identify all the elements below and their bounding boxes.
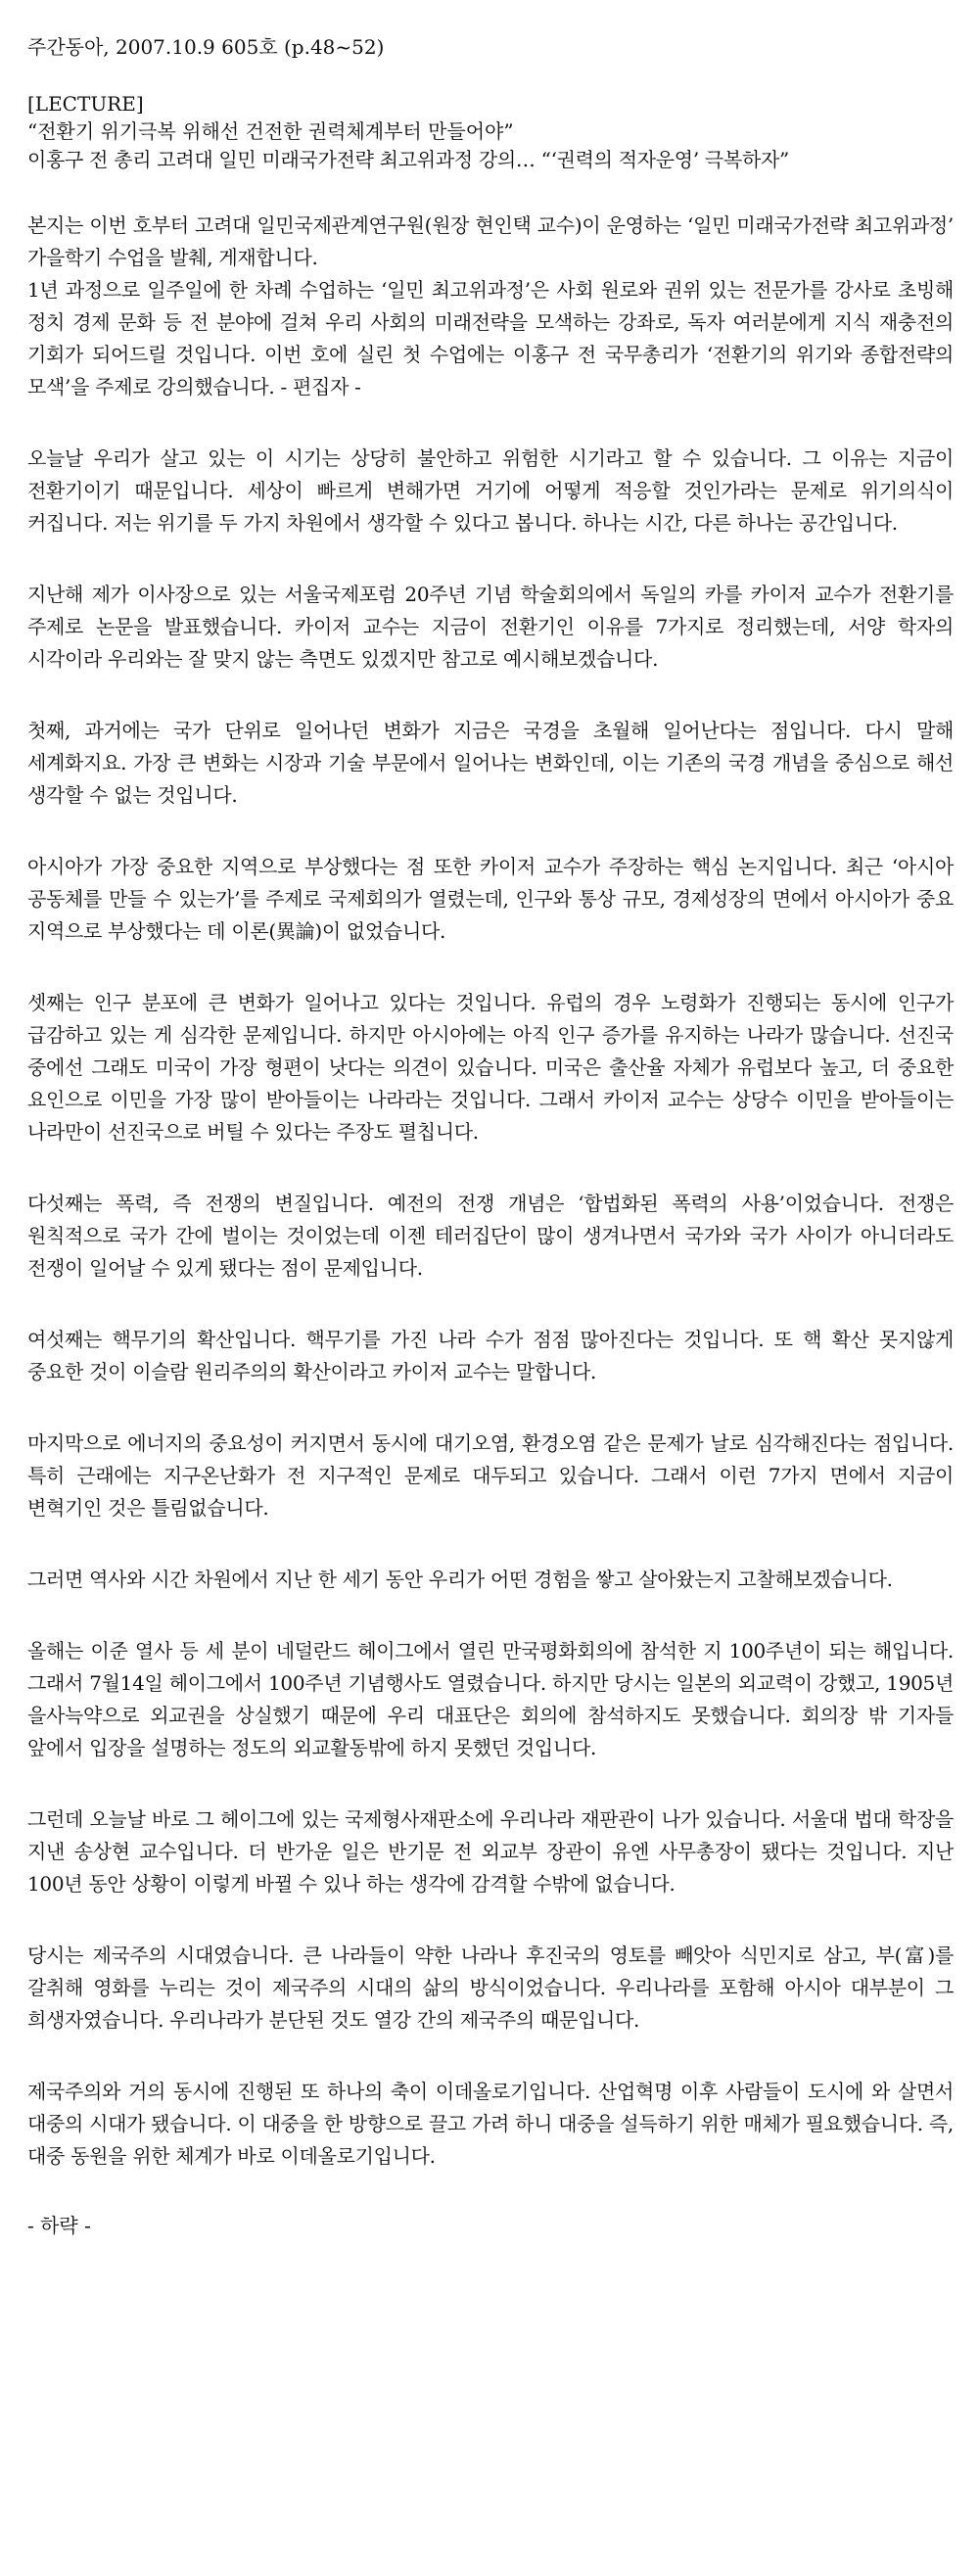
spacer <box>27 1900 954 1940</box>
body-paragraph: 다섯째는 폭력, 즉 전쟁의 변질입니다. 예전의 전쟁 개념은 ‘합법화된 폭력의 사용’이었습니다. 전쟁은 원칙적으로 국가 간에 벌이는 것이었는데 이젠 테러집단이 많이 생겨나면서 국가와 국가 사이가 아니더라도 전쟁이 일어날 수 있게 됐다는 점이 문제입니다. <box>27 1192 954 1280</box>
spacer <box>27 61 954 90</box>
intro-paragraph: 1년 과정으로 일주일에 한 차례 수업하는 ‘일민 최고위과정’은 사회 원로와 권위 있는 전문가를 강사로 초빙해 정치 경제 문화 등 전 분야에 걸쳐 우리 사회의 미래전략을 모색하는 강좌로, 독자 여러분에게 지식 재충전의 기회가 되어드릴 것입니다. 이번 호에 실린 첫 수업에는 이홍구 전 국무총리가 ‘전환기의 위기와 종합전략의 모색’을 주제로 강의했습니다. - 편집자 - <box>27 278 954 398</box>
body-paragraph: 그런데 오늘날 바로 그 헤이그에 있는 국제형사재판소에 우리나라 재판관이 나가 있습니다. 서울대 법대 학장을 지낸 송상현 교수입니다. 더 반가운 일은 반기문 전 외교부 장관이 유엔 사무총장이 됐다는 것입니다. 지난 100년 동안 상황이 이렇게 바뀔 수 있나 하는 생각에 감격할 수밖에 없습니다. <box>27 1807 954 1896</box>
body-paragraph: 지난해 제가 이사장으로 있는 서울국제포럼 20주년 기념 학술회의에서 독일의 카를 카이저 교수가 전환기를 주제로 논문을 발표했습니다. 카이저 교수는 지금이 전환기인 이유를 7가지로 정리했는데, 서양 학자의 시각이라 우리와는 잘 맞지 않는 측면도 있겠지만 참고로 예시해보겠습니다. <box>27 583 954 671</box>
body-paragraph: 첫째, 과거에는 국가 단위로 일어나던 변화가 지금은 국경을 초월해 일어난다는 점입니다. 다시 말해 세계화지요. 가장 큰 변화는 시장과 기술 부문에서 일어나는 변화인데, 이는 기존의 국경 개념을 중심으로 해선 생각할 수 없는 것입니다. <box>27 719 954 807</box>
body-paragraph: 당시는 제국주의 시대였습니다. 큰 나라들이 약한 나라나 후진국의 영토를 빼앗아 식민지로 삼고, 부(富)를 갈취해 영화를 누리는 것이 제국주의 시대의 삶의 방식이었습니다. 우리나라를 포함해 아시아 대부분이 그 희생자였습니다. 우리나라가 분단된 것도 열강 간의 제국주의 때문입니다. <box>27 1944 954 2032</box>
body-paragraph: 셋째는 인구 분포에 큰 변화가 일어나고 있다는 것입니다. 유럽의 경우 노령화가 진행되는 동시에 인구가 급감하고 있는 게 심각한 문제입니다. 하지만 아시아에는 아직 인구 증가를 유지하는 나라가 많습니다. 선진국 중에선 그래도 미국이 가장 형편이 낫다는 의견이 있습니다. 미국은 출산율 자체가 유럽보다 높고, 더 중요한 요인으로 이민을 가장 많이 받아들이는 나라라는 것입니다. 그래서 카이저 교수는 상당수 이민을 받아들이는 나라만이 선진국으로 버틸 수 있다는 주장도 펼칩니다. <box>27 991 954 1144</box>
ending-note: - 하략 - <box>27 2214 91 2237</box>
body-paragraph: 오늘날 우리가 살고 있는 이 시기는 상당히 불안하고 위험한 시기라고 할 수 있습니다. 그 이유는 지금이 전환기이기 때문입니다. 세상이 빠르게 변해가면 거기에 어떻게 적응할 것인가라는 문제로 위기의식이 커집니다. 저는 위기를 두 가지 차원에서 생각할 수 있다고 봅니다. 하나는 시간, 다른 하나는 공간입니다. <box>27 446 954 535</box>
spacer <box>27 1764 954 1803</box>
spacer <box>27 1596 954 1635</box>
body-paragraph: 여섯째는 핵무기의 확산입니다. 핵무기를 가진 나라 수가 점점 많아진다는 것입니다. 또 핵 확산 못지않게 중요한 것이 이슬람 원리주의의 확산이라고 카이저 교수는 말합니다. <box>27 1328 954 1383</box>
spacer <box>27 174 954 210</box>
spacer <box>27 1148 954 1188</box>
spacer <box>27 539 954 579</box>
body-paragraph: 제국주의와 거의 동시에 진행된 또 하나의 축이 이데올로기입니다. 산업혁명 이후 사람들이 도시에 와 살면서 대중의 시대가 됐습니다. 이 대중을 한 방향으로 끌고 가려 하니 대중을 설득하기 위한 매체가 필요했습니다. 즉, 대중 동원을 위한 체계가 바로 이데올로기입니다. <box>27 2080 954 2168</box>
spacer <box>27 676 954 715</box>
spacer <box>27 1524 954 1564</box>
headline: “전환기 위기극복 위해선 건전한 권력체계부터 만들어야” <box>27 119 514 143</box>
spacer <box>27 812 954 851</box>
spacer <box>27 1388 954 1428</box>
spacer <box>27 2037 954 2076</box>
body-paragraph: 그러면 역사와 시간 차원에서 지난 한 세기 동안 우리가 어떤 경험을 쌓고 살아왔는지 고찰해보겠습니다. <box>27 1568 893 1591</box>
section-label: [LECTURE] <box>27 92 144 116</box>
spacer <box>27 403 954 443</box>
body-paragraph: 아시아가 가장 중요한 지역으로 부상했다는 점 또한 카이저 교수가 주장하는 핵심 논지입니다. 최근 ‘아시아 공동체를 만들 수 있는가’를 주제로 국제회의가 열렸는데, 인구와 통상 규모, 경제성장의 면에서 아시아가 중요 지역으로 부상했다는 데 이론(異論)이 없었습니다. <box>27 855 954 943</box>
source-line: 주간동아, 2007.10.9 605호 (p.48~52) <box>27 35 385 59</box>
spacer <box>27 948 954 987</box>
intro-paragraph: 본지는 이번 호부터 고려대 일민국제관계연구원(원장 현인택 교수)이 운영하는 ‘일민 미래국가전략 최고위과정’ 가을학기 수업을 발췌, 게재합니다. <box>27 213 954 269</box>
body-paragraph: 올해는 이준 열사 등 세 분이 네덜란드 헤이그에서 열린 만국평화회의에 참석한 지 100주년이 되는 해입니다. 그래서 7월14일 헤이그에서 100주년 기념행사도 열렸습니다. 하지만 당시는 일본의 외교력이 강했고, 1905년 을사늑약으로 외교권을 상실했기 때문에 우리 대표단은 회의에 참석하지도 못했습니다. 회의장 밖 기자들 앞에서 입장을 설명하는 정도의 외교활동밖에 하지 못했던 것입니다. <box>27 1639 954 1759</box>
spacer <box>27 1285 954 1324</box>
body-paragraph: 마지막으로 에너지의 중요성이 커지면서 동시에 대기오염, 환경오염 같은 문제가 날로 심각해진다는 점입니다. 특히 근래에는 지구온난화가 전 지구적인 문제로 대두되고 있습니다. 그래서 이런 7가지 면에서 지금이 변혁기인 것은 틀림없습니다. <box>27 1431 954 1520</box>
spacer <box>27 2173 954 2212</box>
subheadline: 이홍구 전 총리 고려대 일민 미래국가전략 최고위과정 강의… “‘권력의 적자운영’ 극복하자” <box>27 148 789 171</box>
